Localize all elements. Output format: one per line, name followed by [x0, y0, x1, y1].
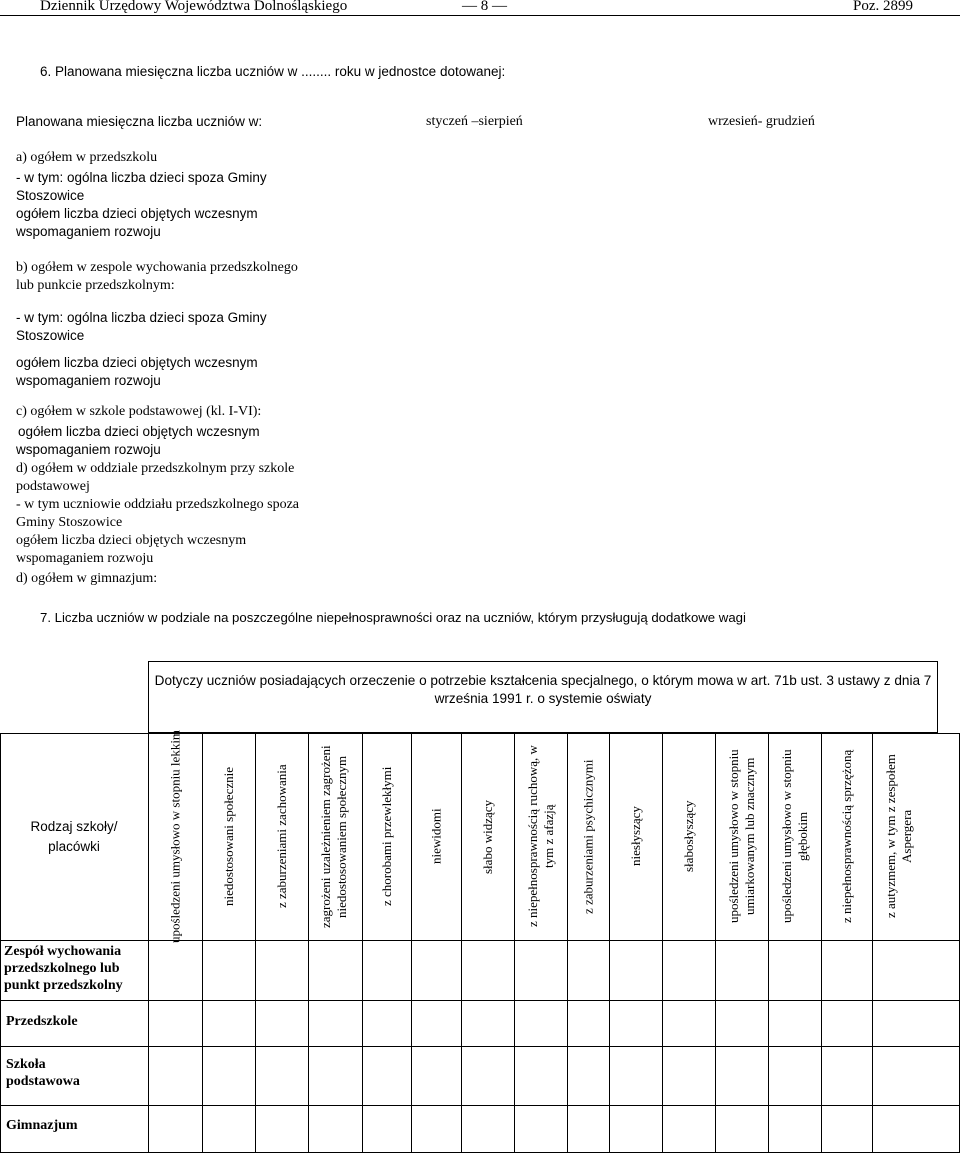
row-a-sub2b: wspomaganiem rozwoju: [16, 224, 161, 239]
row-b-sub2: ogółem liczba dzieci objętych wczesnym: [16, 355, 258, 370]
row-b-cont: lub punkcie przedszkolnym:: [16, 278, 175, 293]
col-header-6: niewidomi: [428, 808, 444, 865]
row-d-cont: podstawowej: [16, 479, 90, 494]
corner-header: Rodzaj szkoły/ placówki: [30, 819, 118, 854]
special-education-box: [148, 661, 938, 733]
box-line2: września 1991 r. o systemie oświaty: [434, 691, 652, 706]
col-header-13: upośledzeni umysłowo w stopniu głębokim: [779, 749, 810, 924]
col-header-2: niedostosowani społecznie: [221, 767, 236, 906]
row-divider: [0, 1046, 960, 1047]
col-divider: [148, 733, 149, 1153]
row-b-sub2b: wspomaganiem rozwoju: [16, 373, 161, 388]
box-line1: Dotyczy uczniów posiadających orzeczenie o potrzebie kształcenia specjalnego, o którym mowa w art. 71b ust. 3 ustawy z dnia 7: [154, 673, 932, 688]
col-header-10: niesłyszący: [628, 806, 643, 867]
row-d: d) ogółem w oddziale przedszkolnym przy szkole: [16, 461, 295, 476]
row-c: c) ogółem w szkole podstawowej (kl. I-VI):: [16, 404, 262, 419]
col-divider: [662, 733, 663, 1153]
row-b-sub1: - w tym: ogólna liczba dzieci spoza Gminy: [16, 310, 267, 325]
row-c-sub1b: wspomaganiem rozwoju: [16, 442, 161, 457]
col-divider: [768, 733, 769, 1153]
row-c-sub1: ogółem liczba dzieci objętych wczesnym: [18, 424, 260, 439]
row-divider: [0, 1105, 960, 1106]
col-divider: [255, 733, 256, 1153]
row-divider: [0, 940, 960, 941]
col-header-4: zagrożeni uzależnieniem zagrożeni niedostosowaniem społecznym: [318, 745, 349, 928]
row-label-gimnazjum: Gimnazjum: [6, 1118, 78, 1133]
page-number: — 8 —: [462, 0, 507, 14]
page-header: [0, 0, 960, 16]
journal-title: Dziennik Urzędowy Województwa Dolnośląskiego: [40, 0, 348, 14]
section6-col-head: Planowana miesięczna liczba uczniów w:: [16, 114, 263, 129]
col-header-8: z niepełnosprawnością ruchową, w tym z afazją: [525, 745, 556, 928]
col-divider: [715, 733, 716, 1153]
col-header-15: z autyzmem, w tym z zespołem Aspergera: [883, 754, 914, 919]
header-rule: [0, 15, 960, 16]
col-divider: [362, 733, 363, 1153]
col-divider: [514, 733, 515, 1153]
row-d-sub1b: Gminy Stoszowice: [16, 515, 123, 530]
row-d-sub2: ogółem liczba dzieci objętych wczesnym: [16, 533, 247, 548]
col-header-5: z chorobami przewlekłymi: [379, 766, 394, 907]
row-a-sub1b: Stoszowice: [16, 188, 85, 203]
row-b: b) ogółem w zespole wychowania przedszkolnego: [16, 260, 298, 275]
col-divider: [461, 733, 462, 1153]
col-divider: [202, 733, 203, 1153]
section6-col2: wrzesień- grudzień: [708, 114, 815, 129]
col-header-12: upośledzeni umysłowo w stopniu umiarkowanym lub znacznym: [726, 749, 757, 924]
row-label-zespol: Zespół wychowania przedszkolnego lub punkt przedszkolny: [4, 944, 123, 993]
col-header-7: słabo widzący: [480, 799, 495, 874]
col-header-3: z zaburzeniami zachowania: [274, 764, 289, 909]
col-header-9: z zaburzeniami psychicznymi: [580, 759, 596, 914]
section7-title: 7. Liczba uczniów w podziale na poszczególne niepełnosprawności oraz na uczniów, którym przysługują dodatkowe wagi: [40, 610, 746, 625]
col-divider: [411, 733, 412, 1153]
col-header-11: słabosłyszący: [681, 800, 696, 873]
row-d-sub2b: wspomaganiem rozwoju: [16, 551, 154, 566]
row-gimnazjum: d) ogółem w gimnazjum:: [16, 571, 158, 586]
row-label-przedszkole: Przedszkole: [6, 1014, 78, 1029]
col-header-14: z niepełnosprawnością sprzężoną: [839, 749, 854, 924]
col-divider: [567, 733, 568, 1153]
row-b-sub1b: Stoszowice: [16, 328, 85, 343]
col-divider: [821, 733, 822, 1153]
col-header-1: upośledzeni umysłowo w stopniu lekkim: [167, 729, 183, 944]
row-a: a) ogółem w przedszkolu: [16, 150, 158, 165]
row-a-sub2: ogółem liczba dzieci objętych wczesnym: [16, 206, 258, 221]
col-divider: [609, 733, 610, 1153]
section6-col1: styczeń –sierpień: [426, 114, 523, 129]
col-divider: [308, 733, 309, 1153]
row-a-sub1: - w tym: ogólna liczba dzieci spoza Gminy: [16, 170, 267, 185]
position-number: Poz. 2899: [853, 0, 913, 14]
section6-title: 6. Planowana miesięczna liczba uczniów w ........ roku w jednostce dotowanej:: [40, 64, 506, 79]
row-d-sub1: - w tym uczniowie oddziału przedszkolnego spoza: [16, 497, 300, 512]
disability-table: [0, 729, 960, 1153]
row-label-szkola: Szkoła podstawowa: [6, 1057, 80, 1089]
col-divider: [872, 733, 873, 1153]
row-divider: [0, 1000, 960, 1001]
